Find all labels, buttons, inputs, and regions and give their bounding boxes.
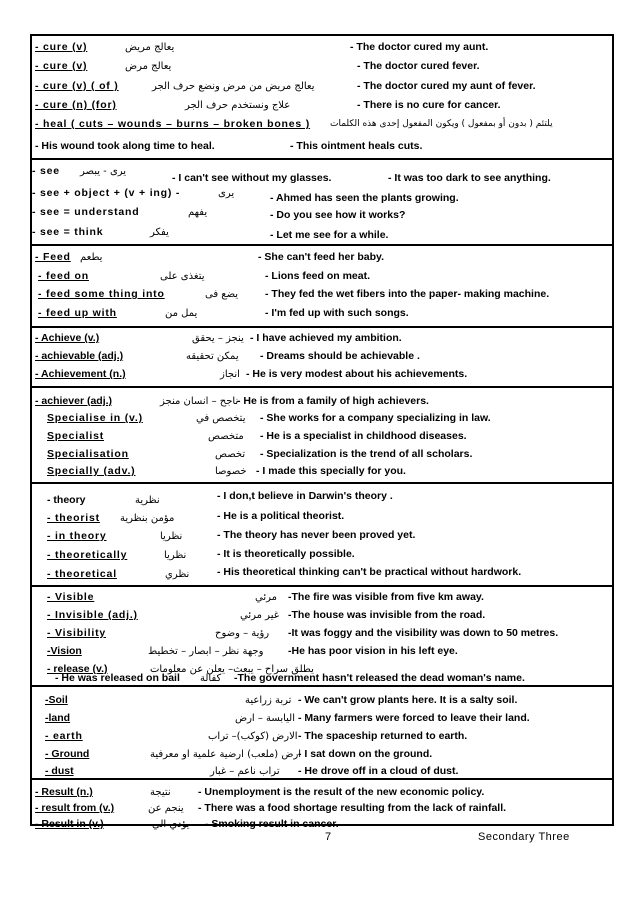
page-number: 7 <box>325 831 332 843</box>
term: - theoretically <box>47 549 128 561</box>
example: - She works for a company specializing in law. <box>260 412 491 424</box>
section-divider <box>30 158 614 160</box>
arabic-meaning: اليابسة – ارض <box>235 713 296 724</box>
example: -He has poor vision in his left eye. <box>288 645 458 657</box>
example: - I have achieved my ambition. <box>250 332 402 344</box>
term: - cure (v) <box>35 41 88 53</box>
arabic-meaning: يرى - يبصر <box>80 166 127 177</box>
term: -land <box>45 712 71 724</box>
example: -The government hasn't released the dead woman's name. <box>234 672 525 684</box>
term: -Soil <box>45 694 68 706</box>
arabic-meaning: نتيجة <box>150 787 171 798</box>
arabic-meaning: نظري <box>165 569 190 580</box>
arabic-meaning: يؤدي الي <box>152 819 190 830</box>
arabic-meaning: رؤية – وضوح <box>215 628 270 639</box>
arabic-meaning: يفكر <box>150 227 169 238</box>
example: -The house was invisible from the road. <box>288 609 486 621</box>
term: Specially (adv.) <box>47 465 136 477</box>
example: - Dreams should be achievable . <box>260 350 420 362</box>
footer-label: Secondary Three <box>478 831 570 843</box>
arabic-meaning: يطلق سراح – يبعث– يعلن عن معلومات <box>150 664 314 675</box>
arabic-meaning: يرى <box>218 188 235 199</box>
example: - I can't see without my glasses. <box>172 172 332 184</box>
term: - Visibility <box>47 627 107 639</box>
example: - It is theoretically possible. <box>217 548 355 560</box>
arabic-meaning: يتخصص في <box>196 413 246 424</box>
term: - in theory <box>47 530 107 542</box>
arabic-meaning: يمكن تحقيقه <box>186 351 239 362</box>
example: - Smoking result in cancer. <box>205 818 339 830</box>
arabic-meaning: يتغذى على <box>160 271 205 282</box>
arabic-meaning: مؤمن بنظرية <box>120 513 175 524</box>
term: -Vision <box>47 645 82 657</box>
example: - He is a specialist in childhood diseases. <box>260 430 467 442</box>
arabic-meaning: يطعم <box>80 252 103 263</box>
arabic-meaning: يمل من <box>165 308 198 319</box>
example: - The doctor cured my aunt. <box>350 41 489 53</box>
arabic-meaning: ينجز – يحقق <box>192 333 244 344</box>
example: -The fire was visible from five km away. <box>288 591 484 603</box>
example: - This ointment heals cuts. <box>290 140 423 152</box>
term: - Ground <box>45 748 90 760</box>
example: - I'm fed up with such songs. <box>265 307 409 319</box>
arabic-meaning: تراب ناعم – غبار <box>210 766 280 777</box>
term: - Invisible (adj.) <box>47 609 138 621</box>
arabic-meaning: الارض (كوكب)– تراب <box>208 731 298 742</box>
example: - There was a food shortage resulting from the lack of rainfall. <box>198 802 507 814</box>
term: - cure (n) (for) <box>35 99 117 111</box>
term: Specialisation <box>47 448 129 460</box>
example: - He drove off in a cloud of dust. <box>298 765 459 777</box>
term: - achievable (adj.) <box>35 350 124 362</box>
term: - Achievement (n.) <box>35 368 126 380</box>
example: - He is very modest about his achievements. <box>246 368 468 380</box>
term: - Result (n.) <box>35 786 93 798</box>
example: - The doctor cured fever. <box>357 60 480 72</box>
arabic-meaning: علاج ونستخدم حرف الجر <box>185 100 291 111</box>
term: - heal ( cuts – wounds – burns – broken bones ) <box>35 118 311 130</box>
term: - Result in (v.) <box>35 818 104 830</box>
term: - cure (v) <box>35 60 88 72</box>
arabic-meaning: ناجح – انسان منجز <box>160 396 239 407</box>
arabic-meaning: يضع فى <box>205 289 239 300</box>
example: - The theory has never been proved yet. <box>217 529 416 541</box>
arabic-meaning: وجهة نظر – ابصار – تخطيط <box>148 646 264 657</box>
arabic-meaning: ينجم عن <box>148 803 184 814</box>
example: - We can't grow plants here. It is a salty soil. <box>298 694 518 706</box>
arabic-meaning: غير مرئي <box>240 610 279 621</box>
section-divider <box>30 244 614 246</box>
section-divider <box>30 585 614 587</box>
term: - theory <box>47 494 86 506</box>
term: - see <box>32 165 60 177</box>
example: - Many farmers were forced to leave their land. <box>298 712 530 724</box>
arabic-meaning: نظريا <box>160 531 183 542</box>
section-divider <box>30 326 614 328</box>
arabic-meaning: يعالج مريض <box>125 42 175 53</box>
arabic-meaning: يعالج مرض <box>125 61 172 72</box>
example: - The spaceship returned to earth. <box>298 730 468 742</box>
example: - I don,t believe in Darwin's theory . <box>217 490 393 502</box>
term: - cure (v) ( of ) <box>35 80 119 92</box>
term: - feed on <box>38 270 89 282</box>
term: - dust <box>45 765 74 777</box>
example: -It was foggy and the visibility was down to 50 metres. <box>288 627 559 639</box>
arabic-meaning: يعالج مريض من مرض ونضع حرف الجر <box>152 81 315 92</box>
term: Specialist <box>47 430 105 442</box>
example: - He is from a family of high achievers. <box>237 395 429 407</box>
term: - result from (v.) <box>35 802 115 814</box>
example: - She can't feed her baby. <box>258 251 384 263</box>
arabic-meaning: انجاز <box>220 369 240 380</box>
term: - see + object + (v + ing) - <box>32 187 181 199</box>
section-divider <box>30 685 614 687</box>
arabic-meaning: تخصص <box>215 449 246 460</box>
section-divider <box>30 482 614 484</box>
term: - Achieve (v.) <box>35 332 100 344</box>
arabic-meaning: مرئي <box>255 592 277 603</box>
arabic-meaning: كفالة <box>200 673 222 684</box>
term: - see = think <box>32 226 104 238</box>
example: - His wound took along time to heal. <box>35 140 215 152</box>
section-divider <box>30 386 614 388</box>
example: - Lions feed on meat. <box>265 270 371 282</box>
arabic-meaning: نظرية <box>135 495 160 506</box>
example: - There is no cure for cancer. <box>357 99 501 111</box>
arabic-meaning: تربة زراعية <box>245 695 292 706</box>
term: - Visible <box>47 591 95 603</box>
arabic-meaning: يلتئم ( بدون أو بمفعول ) ويكون المفعول إحدى هذه الكلمات <box>330 119 553 129</box>
term: - earth <box>45 730 83 742</box>
term: - theorist <box>47 512 100 524</box>
term: - theoretical <box>47 568 117 580</box>
term: - achiever (adj.) <box>35 395 113 407</box>
arabic-meaning: خصوصا <box>215 466 247 477</box>
example: - He is a political theorist. <box>217 510 345 522</box>
example: - They fed the wet fibers into the paper- making machine. <box>265 288 550 300</box>
term: - Feed <box>35 251 71 263</box>
example: - It was too dark to see anything. <box>388 172 551 184</box>
term: - release (v.) <box>47 663 108 675</box>
term: Specialise in (v.) <box>47 412 143 424</box>
example: - Specialization is the trend of all scholars. <box>260 448 473 460</box>
term: - see = understand <box>32 206 140 218</box>
example: - I made this specially for you. <box>256 465 406 477</box>
arabic-meaning: نظريا <box>164 550 187 561</box>
example: - The doctor cured my aunt of fever. <box>357 80 536 92</box>
example: - Ahmed has seen the plants growing. <box>270 192 459 204</box>
example: - Let me see for a while. <box>270 229 389 241</box>
term: - feed up with <box>38 307 117 319</box>
arabic-meaning: ارض (ملعب) ارضية علمية او معرفية <box>150 749 302 760</box>
arabic-meaning: متخصص <box>208 431 244 442</box>
example: - I sat down on the ground. <box>298 748 433 760</box>
example: - Do you see how it works? <box>270 209 406 221</box>
arabic-meaning: يفهم <box>188 207 208 218</box>
section-divider <box>30 778 614 780</box>
example: - He was released on bail <box>55 672 180 684</box>
term: - feed some thing into <box>38 288 165 300</box>
example: - Unemployment is the result of the new economic policy. <box>198 786 485 798</box>
example: - His theoretical thinking can't be practical without hardwork. <box>217 566 522 578</box>
